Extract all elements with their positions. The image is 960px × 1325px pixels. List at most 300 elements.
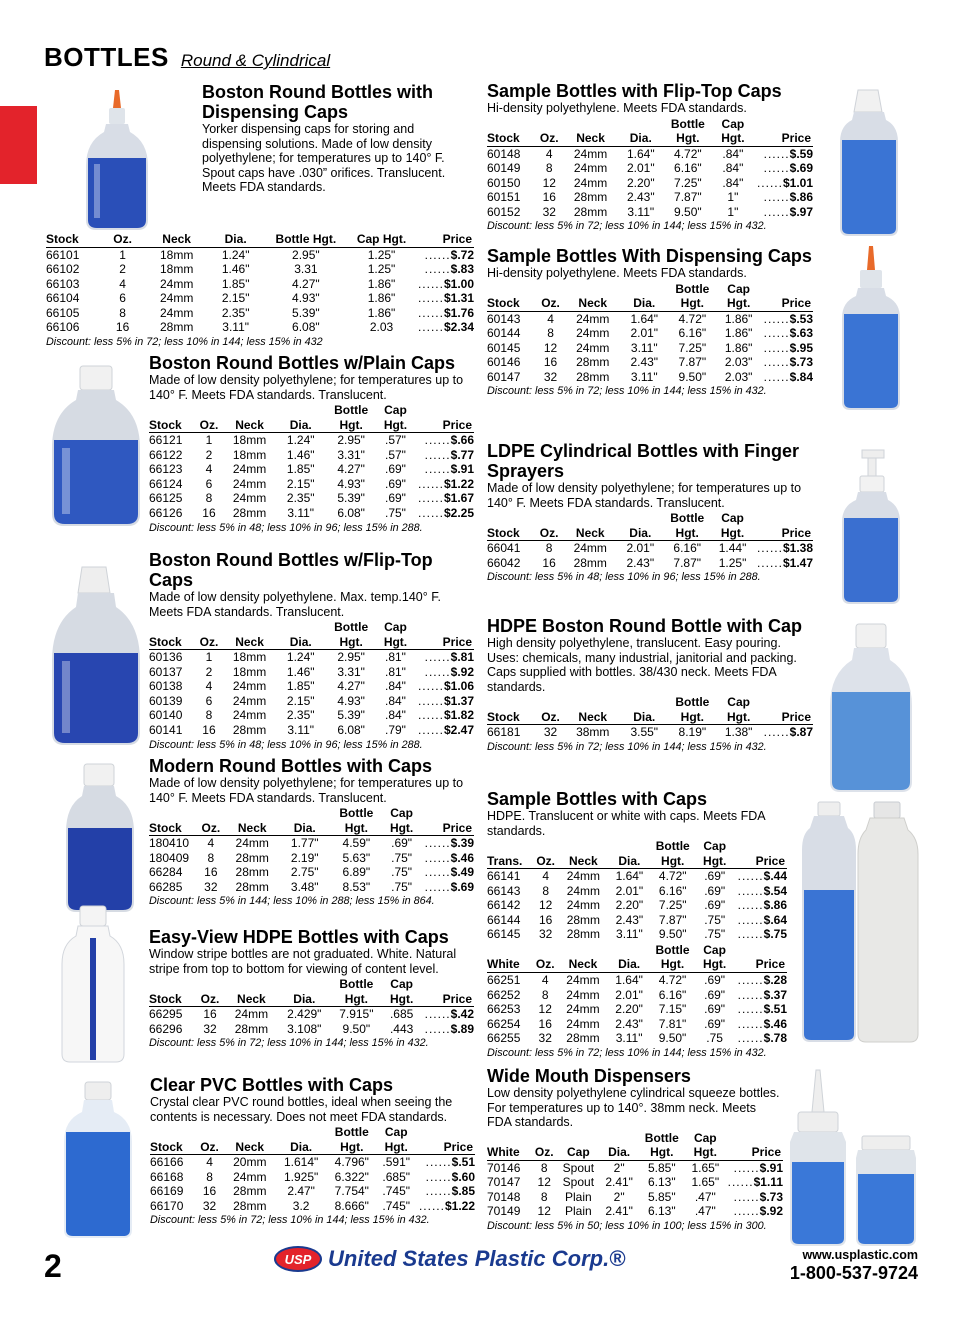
price-value: $.86 (789, 190, 813, 205)
table-cell: 8 (542, 883, 550, 898)
table-cell: 60140 (149, 708, 183, 723)
column-group-header: Bottle (675, 695, 710, 709)
table-cell: 6.13" (647, 1204, 676, 1219)
table-cell: 66252 (487, 987, 521, 1002)
table-cell: 24mm (566, 869, 601, 883)
column-header: Neck (162, 232, 191, 246)
column-header: Trans. (487, 853, 523, 868)
section-title: LDPE Cylindrical Bottles with Finger Sprayers (487, 441, 800, 481)
table-cell: 180409 (149, 850, 190, 865)
table-cell: 66041 (487, 541, 521, 555)
column-header: White (487, 1145, 520, 1159)
table-cell: 20mm (233, 1155, 267, 1169)
table-cell: 1.64" (615, 869, 644, 883)
table-cell: 1 (205, 433, 213, 447)
price-value: $.51 (451, 1155, 475, 1169)
column-group-header (227, 806, 277, 821)
table-cell: 16 (202, 505, 216, 520)
table-cell: 1 (205, 650, 213, 664)
price-value: $.81 (450, 650, 474, 664)
column-group-header: Bottle (655, 942, 690, 957)
column-group-header (149, 403, 193, 418)
discount-note: Discount: less 5% in 72; less 10% in 144; less 15% in 432. (487, 220, 767, 233)
price-cell: ......$.91 (424, 462, 474, 477)
table-cell: 6.08" (292, 320, 320, 335)
table-row (487, 1175, 783, 1190)
table-cell: .81" (385, 664, 406, 679)
price-value: $.85 (451, 1184, 475, 1199)
table-cell: 28mm (573, 204, 608, 219)
table-cell: 66144 (487, 912, 521, 927)
price-value: $.97 (789, 204, 813, 219)
price-value: $.54 (763, 883, 787, 898)
table-cell: 18mm (232, 447, 267, 462)
table-cell: .47" (694, 1189, 716, 1204)
table-row (487, 355, 813, 370)
table-cell: 60151 (487, 190, 521, 205)
table-cell: 7.87" (674, 190, 702, 205)
table-cell: 24mm (159, 291, 194, 306)
table-row (487, 556, 813, 571)
column-group-header (564, 117, 616, 132)
price-cell: ......$1.31 (417, 291, 474, 306)
table-cell: 60147 (487, 369, 521, 384)
table-cell: 2.03 (369, 320, 394, 335)
table-row (487, 1002, 787, 1017)
table-cell: .57" (385, 447, 406, 462)
price-cell: ......$.53 (763, 311, 813, 326)
table-cell: .47" (694, 1204, 716, 1219)
table-cell: 5.85" (647, 1189, 676, 1204)
table-cell: 7.754" (334, 1184, 369, 1199)
table-row (487, 541, 813, 556)
table-cell: 28mm (576, 355, 610, 370)
table-cell: 6.322" (334, 1169, 369, 1184)
column-group-header: Bottle (339, 977, 374, 991)
column-header: Stock (149, 417, 182, 432)
column-group-header (557, 1131, 600, 1146)
table-cell: 66168 (150, 1169, 184, 1184)
column-group-header: Cap (384, 620, 407, 634)
column-group-header (277, 806, 332, 821)
column-header: Oz. (201, 820, 221, 835)
table-cell: 66102 (46, 262, 80, 277)
column-group-header (607, 839, 651, 854)
price-cell: ......$.78 (737, 1031, 787, 1046)
section-title: Boston Round Bottles with Dispensing Caps (202, 82, 433, 122)
table-cell: 28mm (566, 927, 601, 942)
column-header: Dia. (629, 525, 652, 540)
table-cell: .75" (391, 850, 413, 865)
table-cell: .79" (385, 722, 406, 737)
price-cell: ......$1.38 (756, 541, 813, 555)
table-cell: 16 (538, 1016, 552, 1031)
column-group-header (616, 511, 664, 526)
price-cell: ......$.42 (424, 1007, 474, 1021)
section-title: Clear PVC Bottles with Caps (150, 1075, 394, 1095)
column-group-header: Cap (693, 1130, 717, 1145)
table-cell: 66104 (46, 291, 80, 306)
column-group-header: Cap (721, 116, 745, 131)
sample-caps-bottles-image (800, 798, 920, 1044)
section-title: Sample Bottles with Caps (487, 789, 708, 809)
section-hdpe-boston (487, 616, 813, 754)
column-header: Neck (578, 709, 608, 724)
table-row (487, 1160, 783, 1175)
table-cell: 66181 (487, 725, 521, 739)
table-cell: 18mm (159, 262, 194, 277)
column-group-header (487, 695, 535, 710)
price-cell: ......$.51 (737, 1002, 787, 1017)
section-description: Made of low density polyethylene. Max. temp.140° F. Meets FDA standards. Translucent. (149, 590, 441, 619)
price-value: $.51 (763, 1002, 787, 1017)
table-row (487, 370, 813, 385)
table-cell: 1.86" (367, 305, 396, 320)
price-value: $.49 (450, 865, 474, 880)
column-header: Hgt. (702, 957, 727, 972)
price-cell: ......$.84 (763, 369, 813, 384)
table-cell: 2.01" (615, 987, 643, 1002)
table-cell: .685 (389, 1007, 414, 1021)
table-cell: 2.03" (724, 355, 753, 370)
column-header: Stock (487, 131, 520, 145)
column-header: Oz. (535, 957, 555, 972)
table-row (487, 1190, 783, 1205)
price-value: $.78 (763, 1031, 787, 1046)
table-cell: .84" (385, 693, 406, 708)
table-row (46, 291, 474, 306)
table-cell: 2.03" (724, 369, 753, 384)
table-cell: 6.08" (337, 722, 365, 737)
table-row (487, 1031, 787, 1046)
column-header: Hgt. (383, 634, 408, 649)
price-cell: ......$.64 (737, 912, 787, 927)
column-header: Dia. (290, 1139, 313, 1154)
price-value: $.59 (789, 146, 813, 161)
table-cell: 60144 (487, 326, 521, 341)
table-cell: 24mm (566, 1002, 600, 1017)
column-header: Neck (569, 853, 598, 868)
table-cell: 1.25" (718, 555, 747, 570)
column-group-header (274, 403, 327, 418)
column-header: Hgt. (693, 1145, 717, 1159)
price-cell: ......$1.00 (417, 276, 474, 291)
price-cell: ......$1.76 (417, 305, 474, 320)
column-header: Hgt. (680, 296, 704, 310)
table-cell: 2.47" (287, 1184, 315, 1199)
table-row (487, 341, 813, 356)
column-header: Dia. (289, 417, 312, 432)
table-cell: 16 (542, 190, 556, 205)
column-header: Neck (568, 957, 598, 972)
column-header: Price (751, 1145, 781, 1159)
section-sample-dispensing (487, 246, 813, 398)
column-header: Oz. (539, 525, 559, 540)
table-cell: 6.16" (658, 987, 687, 1002)
table-cell: 18mm (232, 433, 267, 447)
table-cell: 24mm (576, 340, 610, 355)
table-cell: 66106 (46, 320, 80, 335)
column-header: Hgt. (389, 991, 414, 1006)
column-header: Oz. (541, 709, 560, 724)
price-cell: ......$.89 (424, 1021, 474, 1036)
price-cell: ......$1.47 (756, 555, 813, 570)
section-boston-plain (149, 353, 474, 535)
column-header: Neck (235, 417, 264, 432)
column-group-header (535, 282, 566, 297)
table-cell: 60136 (149, 650, 183, 664)
price-cell: ......$1.37 (417, 693, 474, 708)
column-header: Oz. (199, 417, 219, 432)
column-group-header (149, 620, 193, 635)
discount-note: Discount: less 5% in 72; less 10% in 144; less 15% in 432 (46, 336, 323, 349)
table-cell: 2 (119, 262, 126, 277)
table-cell: 60141 (149, 722, 183, 737)
price-cell: ......$.92 (733, 1204, 783, 1219)
column-header: Stock (46, 232, 79, 246)
table-cell: .84" (385, 708, 406, 723)
table-cell: Plain (565, 1204, 592, 1219)
column-header: Price (442, 232, 472, 246)
table-cell: 1.85" (286, 679, 315, 694)
column-header: Hgt. (383, 417, 408, 432)
table-cell: 66125 (149, 491, 183, 506)
column-group-header (487, 117, 534, 132)
price-cell: ......$.46 (424, 850, 474, 865)
table-cell: 8 (545, 161, 553, 176)
table-cell: 60138 (149, 679, 183, 694)
table-cell: 12 (537, 1175, 551, 1190)
column-header: Hgt. (680, 709, 704, 724)
price-value: $1.47 (782, 555, 813, 570)
price-value: $.46 (450, 850, 474, 865)
website-url[interactable]: www.usplastic.com (802, 1248, 918, 1262)
price-value: $.73 (759, 1189, 783, 1204)
column-group-header (226, 977, 276, 992)
table-cell: 2.41" (605, 1204, 633, 1219)
table-cell: .69" (704, 869, 726, 883)
table-cell: 24mm (566, 1016, 600, 1031)
table-cell: 1" (727, 190, 739, 205)
table-cell: 18mm (232, 664, 267, 679)
table-cell: 32 (542, 204, 556, 219)
table-cell: 3.11" (615, 1031, 643, 1046)
column-header: Price (442, 991, 472, 1006)
table-cell: .81" (385, 650, 406, 664)
boston-plain-bottle-image (48, 364, 144, 529)
table-cell: 9.50" (678, 369, 707, 384)
table-cell: 5.39" (337, 491, 365, 506)
price-cell: ......$.77 (424, 447, 474, 462)
column-group-header (225, 403, 274, 418)
price-value: $1.82 (443, 708, 474, 723)
table-cell: 4.72" (658, 869, 687, 883)
table-cell: 7.25" (658, 898, 687, 913)
price-value: $1.11 (753, 1175, 783, 1190)
table-cell: 3.11" (627, 204, 655, 219)
price-cell: ......$.39 (424, 836, 474, 850)
table-cell: 2.95" (337, 433, 365, 447)
table-cell: .75" (704, 912, 726, 927)
table-cell: 7.25" (678, 340, 707, 355)
table-cell: 8 (206, 1169, 213, 1184)
table-cell: 66142 (487, 898, 521, 913)
price-value: $.53 (789, 311, 813, 326)
easy-view-bottle-image (60, 904, 126, 1064)
table-row (149, 708, 474, 723)
table-cell: 4.72" (658, 972, 687, 987)
section-title: Modern Round Bottles with Caps (149, 756, 432, 776)
phone-number: 1-800-537-9724 (789, 1263, 918, 1283)
price-cell: ......$.60 (425, 1169, 475, 1184)
column-group-header (564, 511, 616, 526)
price-value: $1.06 (443, 679, 474, 694)
column-header: Hgt. (339, 634, 363, 649)
table-cell: 24mm (573, 175, 608, 190)
table-cell: 2.43" (630, 355, 659, 370)
column-group-header (535, 695, 566, 710)
table-cell: 1.25" (367, 262, 396, 277)
table-row (149, 679, 474, 694)
price-value: $1.38 (782, 541, 813, 555)
table-cell: 24mm (235, 836, 269, 850)
table-cell: 2" (613, 1189, 625, 1204)
table-cell: 4 (547, 311, 554, 326)
table-cell: 70146 (487, 1160, 521, 1175)
price-value: $2.47 (443, 722, 474, 737)
table-cell: 28mm (234, 1021, 269, 1036)
column-group-header (416, 620, 474, 635)
price-cell: ......$.63 (763, 326, 813, 341)
table-cell: 8 (205, 491, 213, 506)
table-cell: .69" (704, 972, 726, 987)
price-value: $.92 (450, 664, 474, 679)
price-table (487, 943, 787, 1046)
section-title: HDPE Boston Round Bottle with Cap (487, 616, 802, 636)
section-description: Yorker dispensing caps for storing and dispensing solutions. Made of low density polyethylene; for temperatures up to 140° F. Spout caps have .030” orifices. Translucent. Meets FDA standards. (202, 122, 446, 194)
price-table (46, 232, 474, 335)
price-cell: ......$1.01 (756, 175, 813, 190)
section-description: HDPE. Translucent or white with caps. Meets FDA standards. (487, 809, 765, 838)
table-cell: 1.86" (724, 326, 753, 341)
table-cell: 1.64" (615, 972, 643, 987)
table-cell: 24mm (573, 541, 607, 555)
table-row (149, 694, 474, 709)
table-cell: .75" (385, 505, 406, 520)
table-cell: 7.15" (658, 1002, 687, 1017)
table-row (487, 869, 787, 884)
table-cell: 2.35" (286, 491, 315, 506)
table-cell: 4 (542, 869, 550, 883)
table-cell: 28mm (576, 369, 610, 384)
column-group-header (617, 117, 665, 132)
column-group-header (560, 839, 608, 854)
table-cell: 66170 (150, 1198, 184, 1213)
company-logo (274, 1246, 625, 1272)
column-group-header (225, 1125, 274, 1140)
table-row (149, 1007, 474, 1022)
column-group-header (566, 282, 620, 297)
price-cell: ......$1.82 (417, 708, 474, 723)
table-cell: 24mm (159, 305, 194, 320)
column-group-header (150, 1125, 194, 1140)
table-cell: 24mm (232, 491, 267, 506)
price-cell: ......$.87 (763, 725, 813, 739)
column-group-header: Cap (703, 942, 726, 957)
column-group-header (193, 403, 225, 418)
table-cell: 12 (538, 1002, 552, 1017)
table-cell: 4.27" (337, 679, 365, 694)
table-row (149, 723, 474, 738)
column-header: Price (443, 1139, 473, 1154)
price-cell: ......$.73 (733, 1189, 783, 1204)
table-cell: 9.50" (342, 1021, 371, 1036)
table-cell: 16 (539, 912, 553, 927)
column-header: Hgt. (344, 820, 369, 835)
page-title: BOTTLES (44, 42, 169, 72)
clear-pvc-bottle-image (60, 1080, 136, 1240)
table-cell: 66141 (487, 869, 521, 883)
table-cell: 2.20" (626, 175, 655, 190)
table-cell: 2.20" (615, 1002, 643, 1017)
section-boston-dispensing (202, 82, 474, 195)
price-value: $1.00 (443, 276, 474, 291)
table-cell: 66169 (150, 1184, 184, 1199)
price-value: $1.22 (444, 1198, 475, 1213)
table-cell: 3.11" (630, 369, 658, 384)
table-cell: .75" (704, 927, 726, 942)
price-value: $.87 (789, 725, 813, 739)
table-row (487, 146, 813, 161)
boston-fliptop-bottle-image (48, 563, 144, 748)
table-cell: 1.925" (283, 1169, 319, 1184)
section-clear-pvc (150, 1075, 475, 1227)
page-header (44, 42, 330, 73)
table-cell: 2.95" (292, 247, 320, 262)
table-cell: 1.25" (367, 247, 396, 262)
column-header: Stock (487, 296, 520, 310)
table-row (149, 665, 474, 680)
column-group-header (726, 1131, 783, 1146)
table-cell: 4 (541, 972, 549, 987)
table-cell: 5.39" (337, 708, 365, 723)
column-header: Neck (237, 820, 267, 835)
table-cell: 18mm (159, 247, 194, 262)
column-group-header (274, 620, 327, 635)
column-header: Price (781, 296, 811, 310)
table-cell: 1.86" (724, 340, 753, 355)
table-cell: .591" (382, 1155, 411, 1169)
table-row (46, 247, 474, 262)
column-group-header (762, 282, 813, 297)
column-header: Neck (576, 131, 605, 145)
table-cell: 66251 (487, 972, 521, 987)
table-cell: 3.31" (337, 447, 365, 462)
column-header: Hgt. (389, 820, 414, 835)
column-group-header (194, 1125, 226, 1140)
column-group-header: Bottle (675, 281, 710, 296)
price-value: $.77 (450, 447, 474, 462)
column-group-header: Cap (384, 403, 407, 417)
table-cell: 24mm (233, 1169, 267, 1184)
price-cell: ......$1.11 (727, 1175, 783, 1190)
table-cell: 6.16" (674, 161, 702, 176)
table-cell: 24mm (566, 987, 600, 1002)
column-header: Neck (237, 991, 266, 1006)
column-header: Dia. (629, 131, 652, 145)
table-cell: 4 (119, 276, 126, 291)
table-cell: 16 (115, 320, 130, 335)
